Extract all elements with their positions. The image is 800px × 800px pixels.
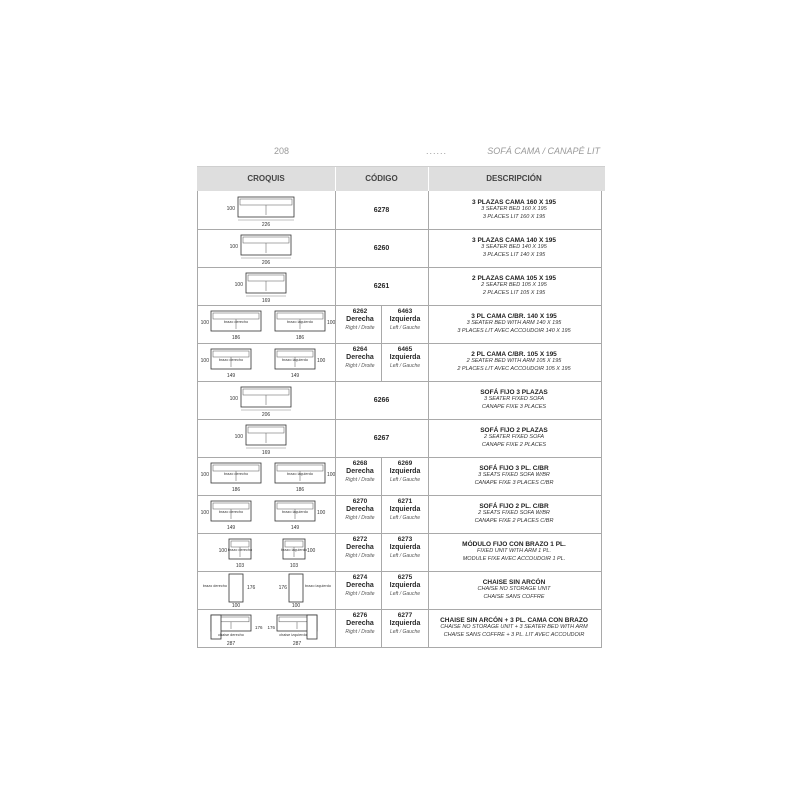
- table-row: [197, 267, 602, 306]
- arm-label: brazo izquierdo: [287, 320, 313, 324]
- description-line: FIXED UNIT WITH ARM 1 PL.: [476, 548, 552, 555]
- code-side: Izquierda: [389, 582, 421, 589]
- dimension-depth: 100: [229, 244, 238, 250]
- dimension-width: 100: [291, 603, 301, 609]
- croquis-sketch: [197, 229, 335, 267]
- product-code-left: [382, 460, 428, 484]
- dimension-depth: 100: [200, 358, 209, 364]
- dimension-width: 186: [295, 335, 305, 341]
- code-side: Derecha: [346, 582, 374, 589]
- code-code: 6269: [397, 460, 413, 467]
- dimension-width: 186: [231, 487, 241, 493]
- description-line: 3 SEATER BED 140 X 195: [481, 244, 547, 251]
- product-code: 6266: [373, 396, 390, 404]
- table-row: [197, 381, 602, 420]
- product-code: 6261: [373, 282, 390, 290]
- table-row: [197, 571, 602, 610]
- code-translation: Left / Gauche: [389, 629, 421, 635]
- dimension-width: 287: [226, 641, 236, 647]
- code-code: 6273: [397, 536, 413, 543]
- description-title: SOFÁ FIJO 2 PL. C/BR: [479, 502, 549, 510]
- table-body: [197, 191, 605, 667]
- description-line: 2 PLACES LIT AVEC ACCOUDOIR 105 X 195: [457, 365, 571, 372]
- description-line: CANAPE FIXE 2 PLACES: [481, 441, 547, 448]
- dimension-depth: 100: [200, 320, 209, 326]
- dimension-width: 149: [226, 525, 236, 531]
- croquis-sketch: [197, 495, 335, 533]
- code-code: 6262: [352, 308, 368, 315]
- description-title: 3 PL CAMA C/BR. 140 X 195: [471, 312, 557, 320]
- code-side: Izquierda: [389, 620, 421, 627]
- dimension-depth: 176: [255, 625, 263, 630]
- chaise-label: chaise izquierdo: [279, 633, 307, 637]
- arm-label: brazo izquierdo: [287, 472, 313, 476]
- product-code-right: [337, 308, 383, 332]
- code-code: 6271: [397, 498, 413, 505]
- chaise-outline-icon: [229, 574, 243, 602]
- product-description: [428, 419, 600, 457]
- description-line: 2 SEATER FIXED SOFA: [483, 434, 544, 441]
- product-description: [428, 457, 600, 495]
- croquis-sketch: [197, 343, 335, 381]
- dimension-width: 100: [231, 603, 241, 609]
- arm-label: brazo izquierdo: [305, 584, 331, 588]
- dimension-depth: 100: [327, 472, 335, 478]
- code-code: 6277: [397, 612, 413, 619]
- product-description: [428, 267, 600, 305]
- product-description: [428, 191, 600, 229]
- dimension-width: 103: [289, 563, 299, 569]
- arm-label: brazo derecho: [223, 320, 249, 324]
- description-title: 2 PL CAMA C/BR. 105 X 195: [471, 350, 557, 358]
- arm-label: brazo derecho: [223, 472, 249, 476]
- description-title: MÓDULO FIJO CON BRAZO 1 PL.: [462, 540, 566, 548]
- product-code-right: [337, 574, 383, 598]
- product-code: 6267: [373, 434, 390, 442]
- description-line: CHAISE SANS COFFRE: [483, 593, 545, 600]
- description-line: 2 SEATS FIXED SOFA W/BR: [478, 510, 550, 517]
- product-description: [428, 571, 600, 609]
- dimension-depth: 176: [247, 585, 256, 591]
- table-row: [197, 419, 602, 458]
- description-title: 3 PLAZAS CAMA 140 X 195: [472, 236, 556, 244]
- product-code-right: [337, 346, 383, 370]
- product-description: [428, 533, 600, 571]
- code-side: Derecha: [346, 544, 374, 551]
- chaise-label: chaise derecho: [218, 633, 244, 637]
- page-section-title: SOFÁ CAMA / CANAPÉ LIT: [487, 146, 600, 156]
- code-translation: Right / Droite: [345, 553, 375, 559]
- description-line: 3 PLACES LIT 140 X 195: [482, 251, 546, 258]
- dimension-depth: 100: [229, 396, 238, 402]
- product-code-left: [382, 612, 428, 636]
- code-side: Derecha: [346, 468, 374, 475]
- header-descripcion: DESCRIPCIÓN: [486, 174, 542, 183]
- code-side: Derecha: [346, 316, 374, 323]
- description-line: 2 SEATER BED 105 X 195: [481, 282, 547, 289]
- code-code: 6270: [352, 498, 368, 505]
- product-description: [428, 495, 600, 533]
- dimension-depth: 100: [234, 434, 243, 440]
- code-translation: Left / Gauche: [389, 325, 421, 331]
- code-side: Derecha: [346, 506, 374, 513]
- table-header: [197, 166, 605, 191]
- description-line: CHAISE NO STORAGE UNIT + 3 SEATER BED WITH ARM: [440, 624, 588, 631]
- product-code-right: [337, 536, 383, 560]
- code-code: 6272: [352, 536, 368, 543]
- product-description: [428, 229, 600, 267]
- croquis-sketch: [197, 267, 335, 305]
- table-row: [197, 229, 602, 268]
- code-translation: Left / Gauche: [389, 515, 421, 521]
- dimension-depth: 176: [267, 625, 275, 630]
- product-description: [428, 381, 600, 419]
- dimension-depth: 176: [278, 585, 287, 591]
- code-code: 6463: [397, 308, 413, 315]
- description-line: 2 PLACES LIT 105 X 195: [482, 289, 546, 296]
- dimension-depth: 100: [218, 548, 227, 554]
- description-line: 3 SEATER BED 160 X 195: [481, 206, 547, 213]
- dimension-width: 206: [261, 260, 271, 266]
- code-translation: Left / Gauche: [389, 591, 421, 597]
- arm-label: brazo derecho: [227, 548, 253, 552]
- code-side: Izquierda: [389, 354, 421, 361]
- dimension-width: 103: [235, 563, 245, 569]
- header-croquis: CROQUIS: [247, 174, 285, 183]
- arm-label: brazo izquierdo: [282, 510, 308, 514]
- description-line: CHAISE NO STORAGE UNIT: [477, 586, 551, 593]
- dimension-width: 226: [261, 222, 271, 228]
- code-side: Izquierda: [389, 544, 421, 551]
- code-translation: Right / Droite: [345, 477, 375, 483]
- dimension-width: 169: [261, 450, 271, 456]
- product-table: [197, 166, 605, 667]
- description-line: 2 SEATER BED WITH ARM 105 X 195: [466, 358, 562, 365]
- code-side: Izquierda: [389, 316, 421, 323]
- description-title: SOFÁ FIJO 3 PLAZAS: [480, 388, 548, 396]
- dimension-depth: 100: [234, 282, 243, 288]
- description-line: CANAPE FIXE 2 PLACES C/BR: [474, 517, 554, 524]
- product-code: 6278: [373, 206, 390, 214]
- description-line: MODULE FIXE AVEC ACCOUDOIR 1 PL.: [462, 555, 566, 562]
- code-translation: Left / Gauche: [389, 477, 421, 483]
- description-line: 3 SEATER FIXED SOFA: [483, 396, 544, 403]
- dimension-depth: 100: [307, 548, 316, 554]
- croquis-sketch: [197, 191, 335, 229]
- description-line: 3 PLACES LIT 160 X 195: [482, 213, 546, 220]
- code-side: Derecha: [346, 620, 374, 627]
- product-description: [428, 305, 600, 343]
- table-row: [197, 305, 602, 344]
- table-row: [197, 609, 602, 648]
- arm-label: brazo izquierdo: [282, 358, 308, 362]
- code-translation: Right / Droite: [345, 325, 375, 331]
- dimension-depth: 100: [327, 320, 335, 326]
- croquis-sketch: [197, 381, 335, 419]
- dimension-width: 169: [261, 298, 271, 304]
- description-title: SOFÁ FIJO 3 PL. C/BR: [479, 464, 549, 472]
- dimension-width: 186: [295, 487, 305, 493]
- arm-label: brazo izquierdo: [281, 548, 307, 552]
- dimension-width: 206: [261, 412, 271, 418]
- croquis-sketch: [197, 305, 335, 343]
- dimension-width: 149: [290, 525, 300, 531]
- dimension-depth: 100: [200, 510, 209, 516]
- dimension-width: 186: [231, 335, 241, 341]
- description-title: 3 PLAZAS CAMA 160 X 195: [472, 198, 556, 206]
- page-number: 208: [274, 146, 290, 156]
- product-description: [428, 609, 600, 647]
- croquis-sketch: [197, 609, 335, 647]
- product-code-left: [382, 498, 428, 522]
- code-translation: Right / Droite: [345, 363, 375, 369]
- dimension-width: 287: [292, 641, 302, 647]
- product-code-left: [382, 574, 428, 598]
- code-code: 6276: [352, 612, 368, 619]
- table-row: [197, 533, 602, 572]
- table-row: [197, 495, 602, 534]
- description-line: CANAPE FIXE 3 PLACES C/BR: [474, 479, 554, 486]
- product-code-left: [382, 308, 428, 332]
- description-line: 3 SEATER BED WITH ARM 140 X 195: [466, 320, 562, 327]
- header-codigo: CÓDIGO: [365, 174, 398, 183]
- dimension-width: 149: [226, 373, 236, 379]
- code-translation: Right / Droite: [345, 515, 375, 521]
- product-code-left: [382, 536, 428, 560]
- table-row: [197, 343, 602, 382]
- product-code-right: [337, 498, 383, 522]
- description-title: SOFÁ FIJO 2 PLAZAS: [480, 426, 548, 434]
- product-code-right: [337, 460, 383, 484]
- code-code: 6274: [352, 574, 368, 581]
- dimension-depth: 100: [317, 510, 326, 516]
- arm-label: brazo derecho: [218, 358, 244, 362]
- chaise-outline-icon: [289, 574, 303, 602]
- description-title: CHAISE SIN ARCÓN: [482, 578, 546, 586]
- code-code: 6268: [352, 460, 368, 467]
- description-line: CANAPE FIXE 3 PLACES: [481, 403, 547, 410]
- page-header-strip: [196, 146, 606, 158]
- code-translation: Left / Gauche: [389, 553, 421, 559]
- dimension-width: 149: [290, 373, 300, 379]
- description-title: CHAISE SIN ARCÓN + 3 PL. CAMA CON BRAZO: [440, 616, 588, 624]
- product-description: [428, 343, 600, 381]
- code-translation: Left / Gauche: [389, 363, 421, 369]
- croquis-sketch: [197, 571, 335, 609]
- dimension-depth: 100: [226, 206, 235, 212]
- arm-label: brazo derecho: [218, 510, 244, 514]
- product-code: 6260: [373, 244, 390, 252]
- description-title: 2 PLAZAS CAMA 105 X 195: [472, 274, 556, 282]
- code-code: 6465: [397, 346, 413, 353]
- croquis-sketch: [197, 533, 335, 571]
- description-line: 3 SEATS FIXED SOFA W/BR: [478, 472, 550, 479]
- croquis-sketch: [197, 457, 335, 495]
- code-translation: Right / Droite: [345, 591, 375, 597]
- arm-label: brazo derecho: [202, 584, 227, 588]
- code-code: 6264: [352, 346, 368, 353]
- table-row: [197, 457, 602, 496]
- page-dots: ......: [426, 146, 448, 156]
- product-code-left: [382, 346, 428, 370]
- code-side: Derecha: [346, 354, 374, 361]
- chaise-outline-icon: [307, 615, 317, 639]
- code-code: 6275: [397, 574, 413, 581]
- table-row: [197, 191, 602, 230]
- code-side: Izquierda: [389, 506, 421, 513]
- description-line: 3 PLACES LIT AVEC ACCOUDOIR 140 X 195: [457, 327, 571, 334]
- description-line: CHAISE SANS COFFRE + 3 PL. LIT AVEC ACCOUDOIR: [443, 631, 585, 638]
- product-code-right: [337, 612, 383, 636]
- dimension-depth: 100: [200, 472, 209, 478]
- code-side: Izquierda: [389, 468, 421, 475]
- croquis-sketch: [197, 419, 335, 457]
- dimension-depth: 100: [317, 358, 326, 364]
- code-translation: Right / Droite: [345, 629, 375, 635]
